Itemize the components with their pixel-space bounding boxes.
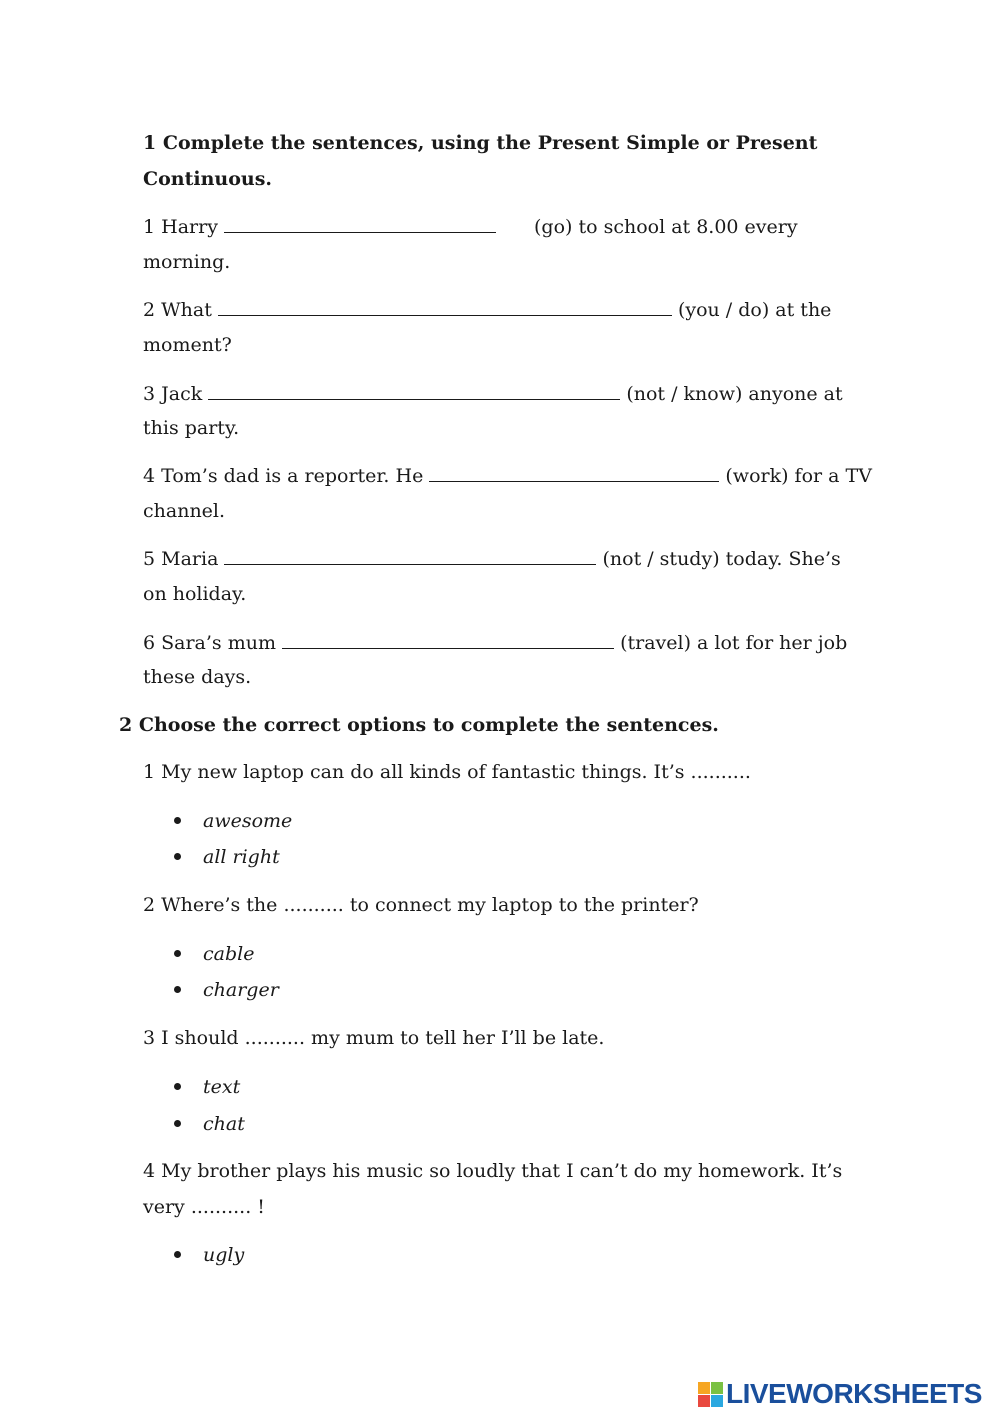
exercise1-item-4: 4 Tom’s dad is a reporter. He (work) for a TV bbox=[143, 465, 872, 487]
exercise2-question-1: 1 My new laptop can do all kinds of fantastic things. It’s .......... bbox=[143, 761, 751, 783]
exercise1-item-4-cont: channel. bbox=[143, 500, 226, 522]
bullet-icon bbox=[174, 1251, 181, 1258]
exercise2-question-2: 2 Where’s the .......... to connect my laptop to the printer? bbox=[143, 894, 699, 916]
bullet-icon bbox=[174, 1120, 181, 1127]
option-awesome[interactable]: awesome bbox=[174, 809, 292, 833]
section1-heading-line1: 1 Complete the sentences, using the Present Simple or Present bbox=[143, 132, 818, 154]
exercise1-item-2-cont: moment? bbox=[143, 334, 232, 356]
bullet-icon bbox=[174, 1083, 181, 1090]
bullet-icon bbox=[174, 817, 181, 824]
section1-heading-line2: Continuous. bbox=[143, 168, 273, 190]
logo-text: LIVEWORKSHEETS bbox=[726, 1378, 982, 1409]
option-ugly[interactable]: ugly bbox=[174, 1243, 244, 1267]
answer-blank-3[interactable] bbox=[208, 381, 620, 400]
exercise1-item-6-cont: these days. bbox=[143, 666, 252, 688]
bullet-icon bbox=[174, 853, 181, 860]
exercise2-question-4: 4 My brother plays his music so loudly that I can’t do my homework. It’s bbox=[143, 1160, 843, 1182]
exercise1-item-5: 5 Maria (not / study) today. She’s bbox=[143, 548, 841, 570]
answer-blank-1[interactable] bbox=[224, 214, 496, 233]
answer-blank-5[interactable] bbox=[224, 546, 596, 565]
option-charger[interactable]: charger bbox=[174, 978, 279, 1002]
exercise1-item-1-cont: morning. bbox=[143, 251, 231, 273]
exercise1-item-5-cont: on holiday. bbox=[143, 583, 247, 605]
section2-heading: 2 Choose the correct options to complete the sentences. bbox=[119, 714, 719, 736]
exercise1-item-3-cont: this party. bbox=[143, 417, 240, 439]
exercise1-item-2: 2 What (you / do) at the bbox=[143, 299, 832, 321]
answer-blank-6[interactable] bbox=[282, 630, 614, 649]
logo-blocks-icon bbox=[698, 1382, 723, 1407]
liveworksheets-logo bbox=[698, 1379, 982, 1409]
exercise1-item-3: 3 Jack (not / know) anyone at bbox=[143, 383, 843, 405]
option-text[interactable]: text bbox=[174, 1075, 240, 1099]
answer-blank-4[interactable] bbox=[429, 463, 719, 482]
option-all-right[interactable]: all right bbox=[174, 845, 280, 869]
option-chat[interactable]: chat bbox=[174, 1112, 245, 1136]
option-cable[interactable]: cable bbox=[174, 942, 254, 966]
exercise1-item-1: 1 Harry (go) to school at 8.00 every bbox=[143, 216, 798, 238]
exercise1-item-6: 6 Sara’s mum (travel) a lot for her job bbox=[143, 632, 848, 654]
exercise2-question-3: 3 I should .......... my mum to tell her I’ll be late. bbox=[143, 1027, 605, 1049]
bullet-icon bbox=[174, 986, 181, 993]
bullet-icon bbox=[174, 950, 181, 957]
exercise2-question-4-cont: very .......... ! bbox=[143, 1196, 265, 1218]
answer-blank-2[interactable] bbox=[218, 297, 672, 316]
